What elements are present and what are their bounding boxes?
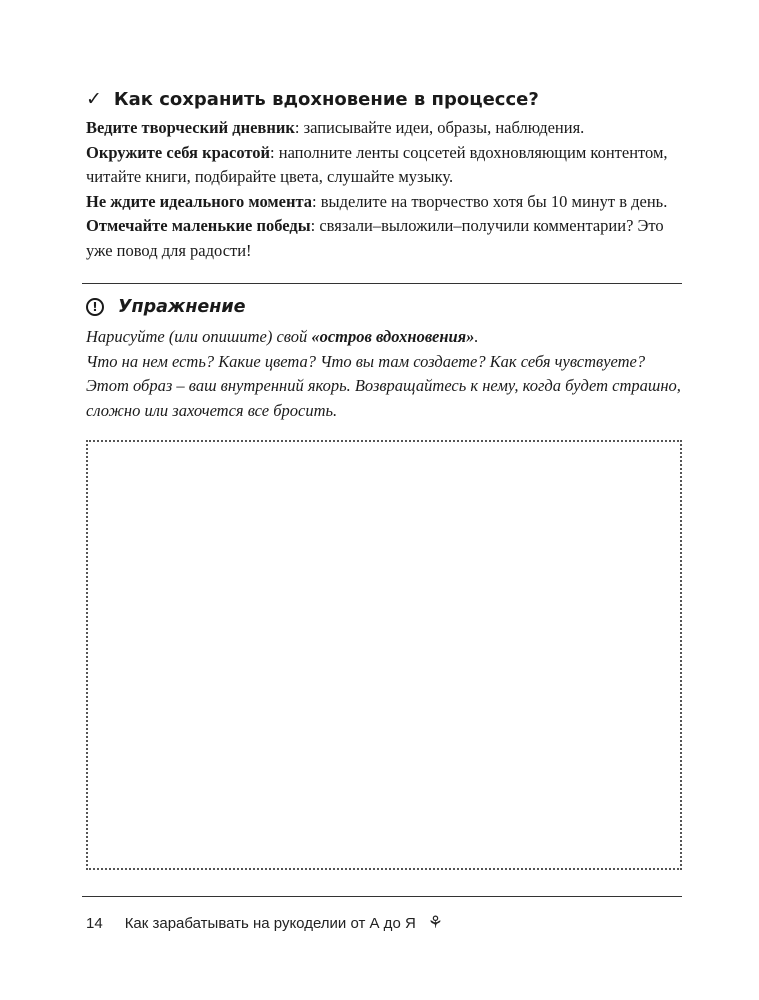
exercise-heading — [86, 297, 246, 317]
tip-item: Отмечайте маленькие победы: связали–выложили–получили комментарии? Это уже повод для радости! — [86, 216, 664, 260]
flourish-icon: ⚘ — [427, 913, 444, 933]
exclamation-circle-icon: ! — [86, 298, 104, 316]
tip-item: Не ждите идеального момента: выделите на творчество хотя бы 10 минут в день. — [86, 191, 668, 211]
drawing-area[interactable] — [86, 440, 682, 870]
exercise-line: Нарисуйте (или опишите) свой «остров вдохновения». — [86, 327, 479, 346]
section-heading — [86, 88, 539, 110]
tip-item: Окружите себя красотой: наполните ленты соцсетей вдохновляющим контентом, читайте книги, подбирайте цвета, слушайте музыку. — [86, 142, 668, 186]
checkmark-icon: ✓ — [86, 88, 102, 110]
page-footer — [86, 913, 443, 933]
exercise-title: Упражнение — [118, 297, 246, 317]
exercise-line: Что на нем есть? Какие цвета? Что вы там создаете? Как себя чувствуете? — [86, 351, 646, 371]
section-title: Как сохранить вдохновение в процессе? — [113, 88, 539, 110]
divider — [82, 283, 682, 284]
page-number: 14 — [86, 914, 103, 932]
book-title: Как зарабатывать на рукоделии от А до Я — [124, 914, 416, 932]
exercise-line: Этот образ – ваш внутренний якорь. Возвращайтесь к нему, когда будет страшно, сложно или захочется все бросить. — [86, 376, 681, 420]
tip-item: Ведите творческий дневник: записывайте идеи, образы, наблюдения. — [86, 118, 585, 137]
exercise-text — [86, 325, 686, 423]
tips-list — [86, 116, 686, 263]
footer-divider — [82, 896, 682, 897]
